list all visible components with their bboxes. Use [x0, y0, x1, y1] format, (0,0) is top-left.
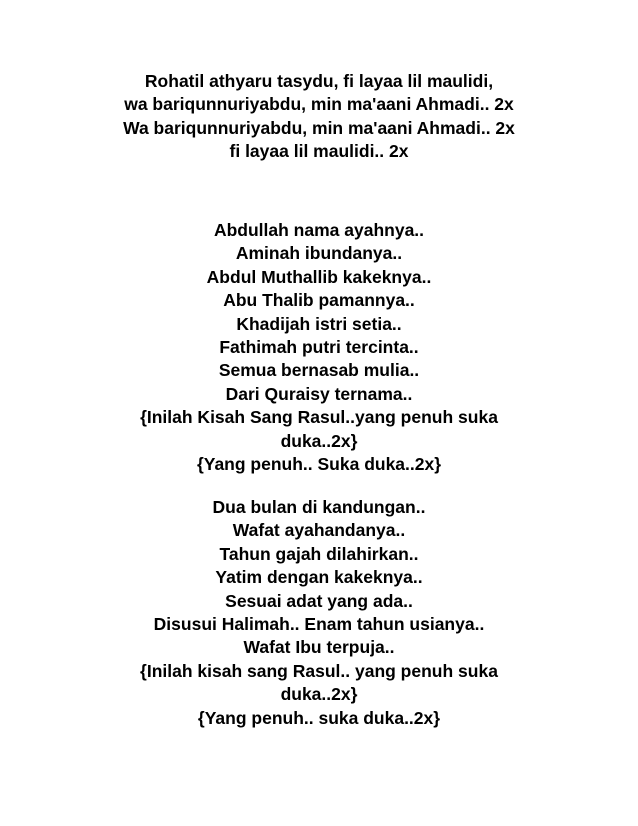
refrain-line: duka..2x} [280, 430, 358, 451]
lyric-line: Yatim dengan kakeknya.. [215, 567, 423, 588]
stanza-childhood [60, 496, 578, 730]
lyric-line: Dari Quraisy ternama.. [225, 383, 413, 404]
lyric-line: Semua bernasab mulia.. [218, 360, 420, 381]
lyric-line: Wafat ayahandanya.. [232, 520, 406, 541]
lyric-line: Aminah ibundanya.. [235, 243, 403, 264]
lyric-line: Abu Thalib pamannya.. [223, 290, 415, 311]
refrain-line: duka..2x} [280, 684, 358, 705]
lyric-line: Tahun gajah dilahirkan.. [219, 543, 419, 564]
lyric-line: Fathimah putri tercinta.. [219, 337, 419, 358]
stanza-opening [60, 70, 578, 164]
lyric-line: Sesuai adat yang ada.. [225, 590, 413, 611]
lyric-line: fi layaa lil maulidi.. 2x [229, 141, 409, 162]
refrain-line: {Yang penuh.. Suka duka..2x} [196, 454, 442, 475]
refrain-line: {Yang penuh.. suka duka..2x} [197, 707, 441, 728]
lyric-line: Rohatil athyaru tasydu, fi layaa lil maulidi, [144, 71, 494, 91]
lyric-line: Abdullah nama ayahnya.. [213, 220, 425, 240]
stanza-lineage [60, 219, 578, 476]
lyric-line: Abdul Muthallib kakeknya.. [206, 266, 432, 287]
lyric-line: Wafat Ibu terpuja.. [243, 637, 395, 658]
lyric-line: Disusui Halimah.. Enam tahun usianya.. [153, 614, 485, 635]
refrain-line: {Inilah kisah sang Rasul.. yang penuh suka [140, 660, 498, 681]
lyric-line: Khadijah istri setia.. [236, 313, 402, 334]
lyric-line: Dua bulan di kandungan.. [212, 497, 426, 517]
lyric-line: Wa bariqunnuriyabdu, min ma'aani Ahmadi.. 2x [123, 117, 515, 138]
refrain-line: {Inilah Kisah Sang Rasul..yang penuh suka [140, 407, 498, 428]
lyric-line: wa bariqunnuriyabdu, min ma'aani Ahmadi.. 2x [124, 94, 514, 115]
